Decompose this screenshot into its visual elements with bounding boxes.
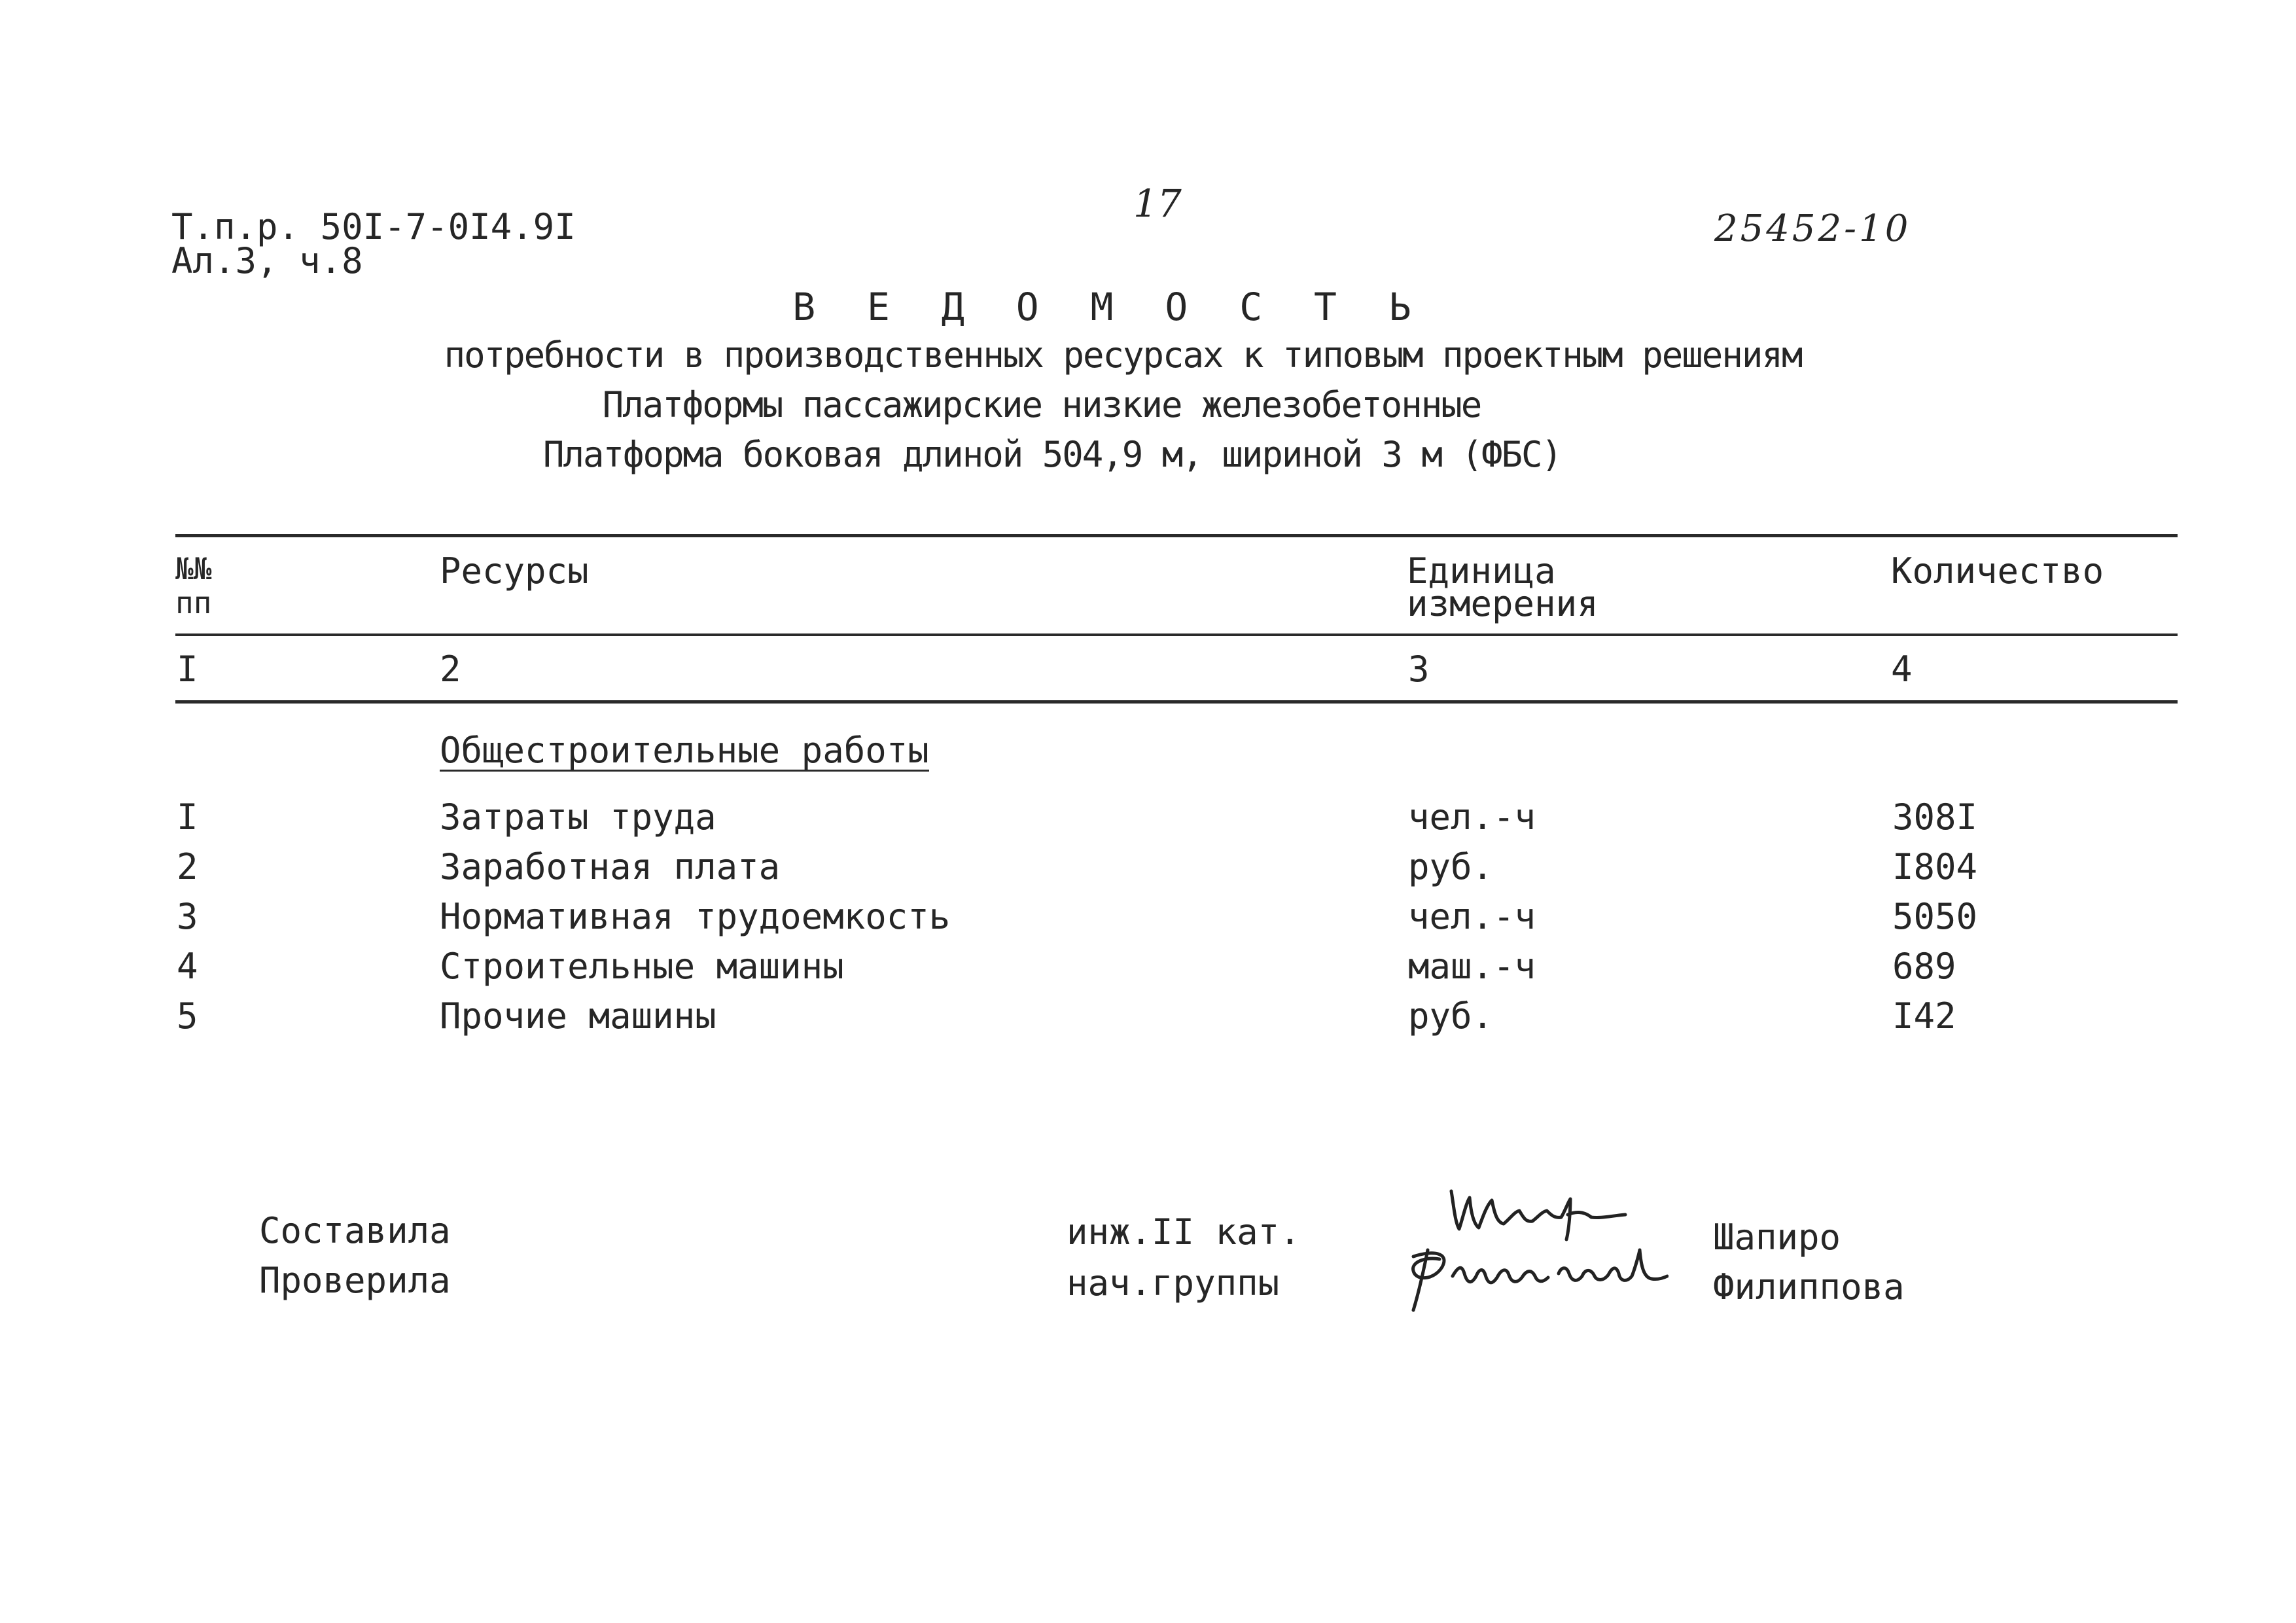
signature-name-checked: Филиппова — [1713, 1266, 1905, 1308]
header-num-line1: №№ — [175, 551, 212, 586]
signature-role-checked: Проверила — [259, 1260, 451, 1301]
row-quantity: I804 — [1892, 846, 1978, 887]
row-num: 3 — [177, 896, 198, 937]
row-quantity: I42 — [1892, 995, 1956, 1037]
row-quantity: 5050 — [1892, 896, 1978, 937]
header-unit-line2: измерения — [1407, 583, 1598, 624]
row-resource: Заработная плата — [440, 846, 781, 887]
row-unit: чел.-ч — [1408, 896, 1536, 937]
row-unit: руб. — [1408, 846, 1494, 887]
doc-code-line1: Т.п.р. 50I-7-0I4.9I — [171, 206, 576, 247]
table-header-rule — [175, 633, 2178, 636]
section-title: Общестроительные работы — [440, 730, 929, 771]
header-unit-line1: Единица — [1407, 550, 1556, 592]
row-quantity: 308I — [1892, 796, 1978, 838]
row-num: 4 — [177, 946, 198, 987]
signature-position-checked: нач.группы — [1067, 1262, 1280, 1304]
row-num: 5 — [177, 995, 198, 1037]
table-column-numbers-rule — [175, 700, 2178, 704]
row-resource: Затраты труда — [440, 796, 716, 838]
table-top-rule — [175, 534, 2178, 537]
row-unit: чел.-ч — [1408, 796, 1536, 838]
row-num: I — [177, 796, 198, 838]
title-line-1: потребности в производственных ресурсах к типовым проектным решениям — [444, 334, 1802, 376]
row-quantity: 689 — [1892, 946, 1956, 987]
signature-name-compiled: Шапиро — [1713, 1217, 1841, 1258]
header-num-line2: пп — [175, 585, 212, 620]
header-resources: Ресурсы — [440, 550, 589, 592]
row-num: 2 — [177, 846, 198, 887]
row-unit: руб. — [1408, 995, 1494, 1037]
signature-role-compiled: Составила — [259, 1210, 451, 1251]
signature-position-compiled: инж.II кат. — [1067, 1211, 1301, 1253]
page-number: 17 — [1133, 181, 1182, 226]
column-number-2: 2 — [440, 649, 461, 690]
title-line-3: Платформа боковая длиной 504,9 м, шириной 3 м (ФБС) — [542, 434, 1562, 475]
row-resource: Нормативная трудоемкость — [440, 896, 951, 937]
row-resource: Прочие машины — [440, 995, 716, 1037]
handwritten-signature-filippova — [1387, 1230, 1669, 1315]
title-line-2: Платформы пассажирские низкие железобетонные — [602, 384, 1481, 425]
row-unit: маш.-ч — [1408, 946, 1536, 987]
column-number-4: 4 — [1891, 649, 1913, 690]
document-title: В Е Д О М О С Т Ь — [792, 285, 1426, 329]
row-resource: Строительные машины — [440, 946, 844, 987]
inventory-number: 25452-10 — [1714, 207, 1911, 250]
doc-code-line2: Ал.3, ч.8 — [171, 240, 363, 281]
column-number-3: 3 — [1408, 649, 1430, 690]
header-quantity: Количество — [1891, 550, 2104, 592]
column-number-1: I — [177, 649, 198, 690]
